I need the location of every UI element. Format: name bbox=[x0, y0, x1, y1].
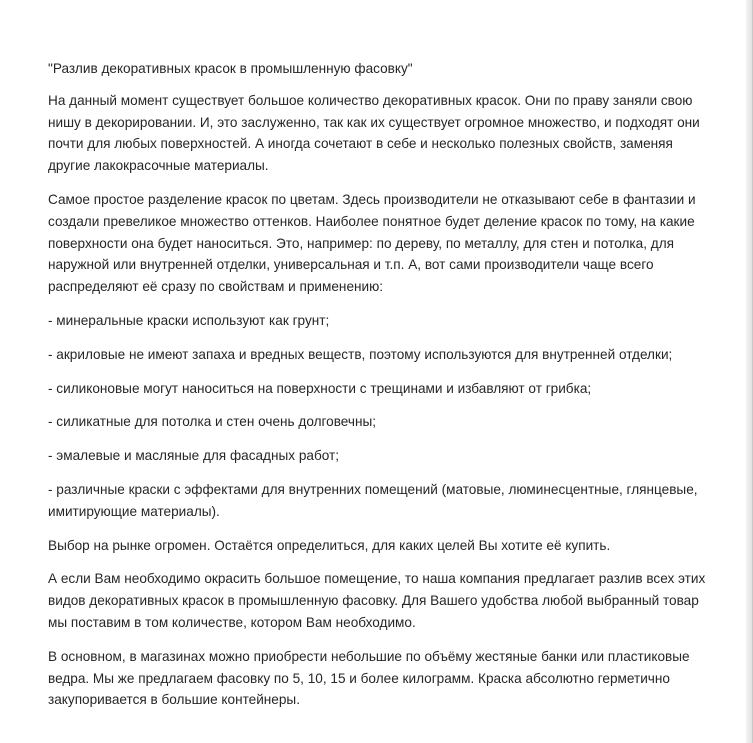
page-edge-shadow bbox=[746, 0, 752, 743]
list-item-effects: - различные краски с эффектами для внутренних помещений (матовые, люминесцентные, глянцевые, имитирующие материалы). bbox=[48, 481, 698, 519]
list-item-silicate: - силикатные для потолка и стен очень долговечны; bbox=[48, 414, 377, 430]
paragraph-division: Самое простое разделение красок по цветам. Здесь производители не отказывают себе в фантазии и создали превеликое множество оттенков. Наиболее понятное будет деление красок по тому, на какие поверхности она будет наноситься. Это, например: по дереву, по металлу, для стен и потолка, для наружной или внутренней отделки, универсальная и т.п. А, вот сами производители чаще всего распределяют её сразу по свойствам и применению: bbox=[48, 191, 696, 295]
paragraph-offer: А если Вам необходимо окрасить большое помещение, то наша компания предлагает разлив всех этих видов декоративных красок в промышленную фасовку. Для Вашего удобства любой выбранный товар мы поставим в том количестве, котором Вам необходимо. bbox=[48, 571, 706, 630]
list-item-acrylic: - акриловые не имеют запаха и вредных веществ, поэтому используются для внутренней отделки; bbox=[48, 346, 673, 362]
paragraph-choice: Выбор на рынке огромен. Остаётся определиться, для каких целей Вы хотите её купить. bbox=[48, 537, 611, 553]
paragraph-packaging: В основном, в магазинах можно приобрести небольшие по объёму жестяные банки или пластиковые ведра. Мы же предлагаем фасовку по 5, 10, 15 и более килограмм. Краска абсолютно герметично закупоривается в большие контейнеры. bbox=[48, 648, 690, 708]
list-item-enamel: - эмалевые и масляные для фасадных работ; bbox=[48, 448, 340, 464]
paragraph-intro: На данный момент существует большое количество декоративных красок. Они по праву заняли свою нишу в декорировании. И, это заслуженно, так как их существует огромное множество, и подходят они почти для любых поверхностей. А иногда сочетают в себе и несколько полезных свойств, заменяя другие лакокрасочные материалы. bbox=[48, 92, 700, 174]
document-title: "Разлив декоративных красок в промышленную фасовку" bbox=[48, 61, 413, 76]
list-item-silicone: - силиконовые могут наноситься на поверхности с трещинами и избавляют от грибка; bbox=[48, 380, 592, 396]
document-body bbox=[48, 58, 708, 723]
list-item-mineral: - минеральные краски используют как грунт; bbox=[48, 312, 330, 328]
